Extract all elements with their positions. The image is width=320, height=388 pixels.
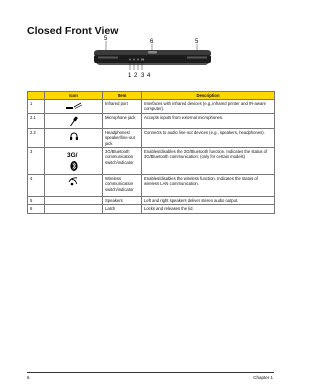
row-description: Enables/disables the wireless function. Indicates the status of wireless LAN communication. [142, 175, 275, 197]
callout-2: 2 [134, 73, 138, 79]
callout-3: 3 [141, 73, 145, 79]
row-item: Speakers [103, 197, 142, 205]
col-header-item: Item [103, 92, 142, 100]
callout-1: 1 [128, 73, 132, 79]
footer-divider [27, 372, 274, 373]
callout-5-right: 5 [195, 39, 199, 45]
microphone-icon [69, 116, 79, 127]
row-icon-empty [45, 197, 103, 205]
page-number: 6 [27, 375, 30, 380]
row-number: 2.1 [28, 114, 45, 129]
row-icon-empty [45, 205, 103, 213]
table-row [28, 100, 275, 114]
table-row [28, 129, 275, 148]
chapter-label: Chapter 1 [253, 375, 273, 380]
row-description: Connects to audio line-out devices (e.g., speakers, headphones). [142, 129, 275, 148]
row-number: 3 [28, 148, 45, 175]
infrared-icon [65, 102, 83, 110]
callout-5-left: 5 [104, 36, 108, 42]
col-header-icon: Icon [45, 92, 103, 100]
wireless-icon [68, 177, 80, 188]
row-item: Latch [103, 205, 142, 213]
laptop-base [94, 55, 211, 63]
row-number: 5 [28, 197, 45, 205]
col-header-description: Description [142, 92, 275, 100]
row-description: Locks and releases the lid. [142, 205, 275, 213]
row-description: Enables/disables the 3G/Bluetooth function. Indicates the status of 3G/Bluetooth communication. (only for certain models) [142, 148, 275, 175]
headphones-icon [69, 131, 79, 141]
row-item: Microphone jack [103, 114, 142, 129]
table-row [28, 197, 275, 205]
table-row [28, 205, 275, 213]
row-description: Interfaces with infrared devices (e.g.,infrared printer and IR-aware computer). [142, 100, 275, 114]
row-number: 6 [28, 205, 45, 213]
page-title: Closed Front View [27, 25, 119, 37]
table-row [28, 175, 275, 197]
3g-bluetooth-icon [67, 150, 81, 172]
component-table [27, 91, 275, 214]
table-header-row [28, 92, 275, 100]
row-item: Infrared port [103, 100, 142, 114]
row-number: 4 [28, 175, 45, 197]
col-header-number: # [28, 92, 45, 100]
table-row [28, 148, 275, 175]
row-description: Left and right speakers deliver stereo audio output. [142, 197, 275, 205]
row-description: Accepts inputs from external microphones. [142, 114, 275, 129]
callout-4: 4 [147, 73, 151, 79]
row-item: Headphones/ speaker/line-out jack [103, 129, 142, 148]
table-row [28, 114, 275, 129]
row-number: 2.2 [28, 129, 45, 148]
svg-text:3G/: 3G/ [66, 152, 77, 159]
row-number: 1 [28, 100, 45, 114]
row-item: 3G/Bluetooth communication switch/indicator [103, 148, 142, 175]
callout-6: 6 [150, 39, 154, 45]
laptop-front-diagram [90, 33, 215, 83]
row-item: Wireless communication switch/indicator [103, 175, 142, 197]
